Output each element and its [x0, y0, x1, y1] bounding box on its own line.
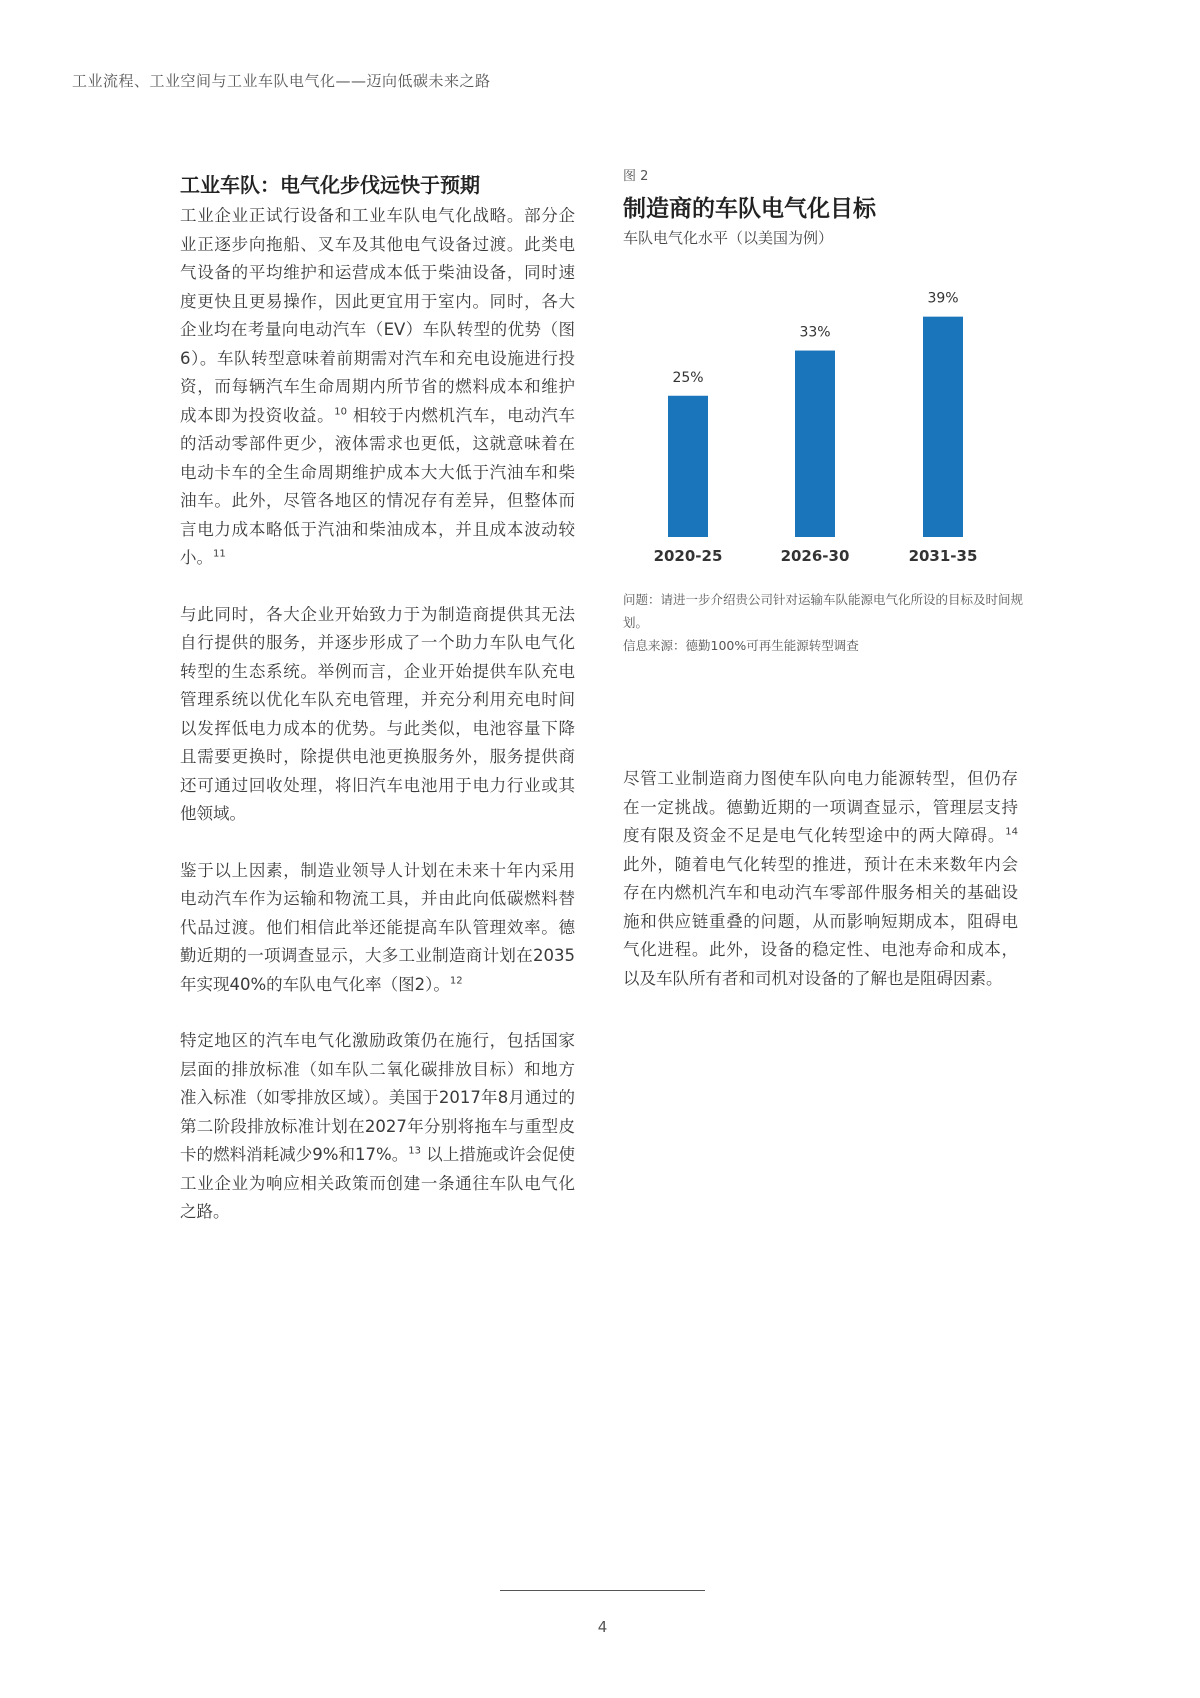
- paragraph-4: [180, 1027, 575, 1227]
- running-header: 工业流程、工业空间与工业车队电气化——迈向低碳未来之路: [72, 72, 491, 90]
- footnote-ref-12: 12: [449, 975, 463, 986]
- left-column: [180, 170, 575, 1255]
- bar-2020-25: [668, 396, 708, 537]
- paragraph-4-text-b: 以上措施或许会促使工业企业为响应相关政策而创建一条通往车队电气化之路。: [180, 1145, 575, 1221]
- footnote-ref-10: 10: [334, 406, 347, 417]
- figure-question: 问题：请进一步介绍贵公司针对运输车队能源电气化所设的目标及时间规划。: [623, 592, 1024, 630]
- figure-subtitle: 车队电气化水平（以美国为例）: [623, 229, 834, 247]
- footnote-ref-13: 13: [408, 1145, 421, 1157]
- bar-chart-svg: [623, 285, 1023, 575]
- bar-chart: [623, 285, 1023, 575]
- footer-rule: [500, 1590, 705, 1591]
- paragraph-1-text-b: 相较于内燃机汽车，电动汽车的活动零部件更少，液体需求也更低，这就意味着在电动卡车的全生命周期维护成本大大低于汽油车和柴油车。此外，尽管各地区的情况存有差异，但整体而言电力成本略低于汽油和柴油成本，并且成本波动较小。: [180, 405, 575, 567]
- category-label-2031-35: 2031-35: [908, 547, 978, 565]
- figure-header: [623, 165, 1023, 248]
- bar-2031-35: [923, 317, 963, 537]
- figure-title: 制造商的车队电气化目标: [623, 196, 876, 222]
- category-label-2020-25: 2020-25: [653, 547, 723, 565]
- paragraph-1: [180, 202, 575, 573]
- paragraph-4-text: 特定地区的汽车电气化激励政策仍在施行，包括国家层面的排放标准（如车队二氧化碳排放目标）和地方准入标准（如零排放区域）。美国于2017年8月通过的第二阶段排放标准计划在2027年分别将拖车与重型皮卡的燃料消耗减少9%和17%。: [180, 1031, 575, 1164]
- figure-source: 信息来源：德勤100%可再生能源转型调查: [623, 638, 859, 653]
- section-title: 工业车队：电气化步伐远快于预期: [180, 173, 480, 197]
- value-label-2020-25: 25%: [672, 369, 704, 386]
- right-paragraph-1: [623, 765, 1018, 993]
- footnote-ref-11: 11: [213, 548, 226, 560]
- right-column: [623, 765, 1018, 1021]
- footnote-ref-14: 14: [1005, 826, 1018, 838]
- value-label-2026-30: 33%: [799, 324, 831, 341]
- page-number: 4: [597, 1618, 608, 1636]
- figure-note: [623, 588, 1023, 657]
- category-label-2026-30: 2026-30: [780, 547, 850, 565]
- paragraph-3-text: 鉴于以上因素，制造业领导人计划在未来十年内采用电动汽车作为运输和物流工具，并由此向低碳燃料替代品过渡。他们相信此举还能提高车队管理效率。德勤近期的一项调查显示，大多工业制造商计划在2035年实现40%的车队电气化率（图2）。: [180, 860, 575, 994]
- paragraph-3: [180, 857, 575, 1000]
- right-paragraph-1-text: 尽管工业制造商力图使车队向电力能源转型，但仍存在一定挑战。德勤近期的一项调查显示，管理层支持度有限及资金不足是电气化转型途中的两大障碍。: [623, 769, 1018, 845]
- bar-2026-30: [795, 351, 835, 537]
- value-label-2031-35: 39%: [927, 290, 959, 307]
- figure-label: 图 2: [623, 169, 649, 184]
- paragraph-1-text: 工业企业正试行设备和工业车队电气化战略。部分企业正逐步向拖船、叉车及其他电气设备过渡。此类电气设备的平均维护和运营成本低于柴油设备，同时速度更快且更易操作，因此更宜用于室内。同时，各大企业均在考量向电动汽车（EV）车队转型的优势（图6）。车队转型意味着前期需对汽车和充电设施进行投资，而每辆汽车生命周期内所节省的燃料成本和维护成本即为投资收益。: [180, 206, 575, 425]
- paragraph-2: 与此同时，各大企业开始致力于为制造商提供其无法自行提供的服务，并逐步形成了一个助力车队电气化转型的生态系统。举例而言，企业开始提供车队充电管理系统以优化车队充电管理，并充分利用充电时间以发挥低电力成本的优势。与此类似，电池容量下降且需要更换时，除提供电池更换服务外，服务提供商还可通过回收处理，将旧汽车电池用于电力行业或其他领域。: [180, 604, 575, 823]
- right-paragraph-1-text-b: 此外，随着电气化转型的推进，预计在未来数年内会存在内燃机汽车和电动汽车零部件服务相关的基础设施和供应链重叠的问题，从而影响短期成本，阻碍电气化进程。此外，设备的稳定性、电池寿命和成本，以及车队所有者和司机对设备的了解也是阻碍因素。: [623, 854, 1018, 988]
